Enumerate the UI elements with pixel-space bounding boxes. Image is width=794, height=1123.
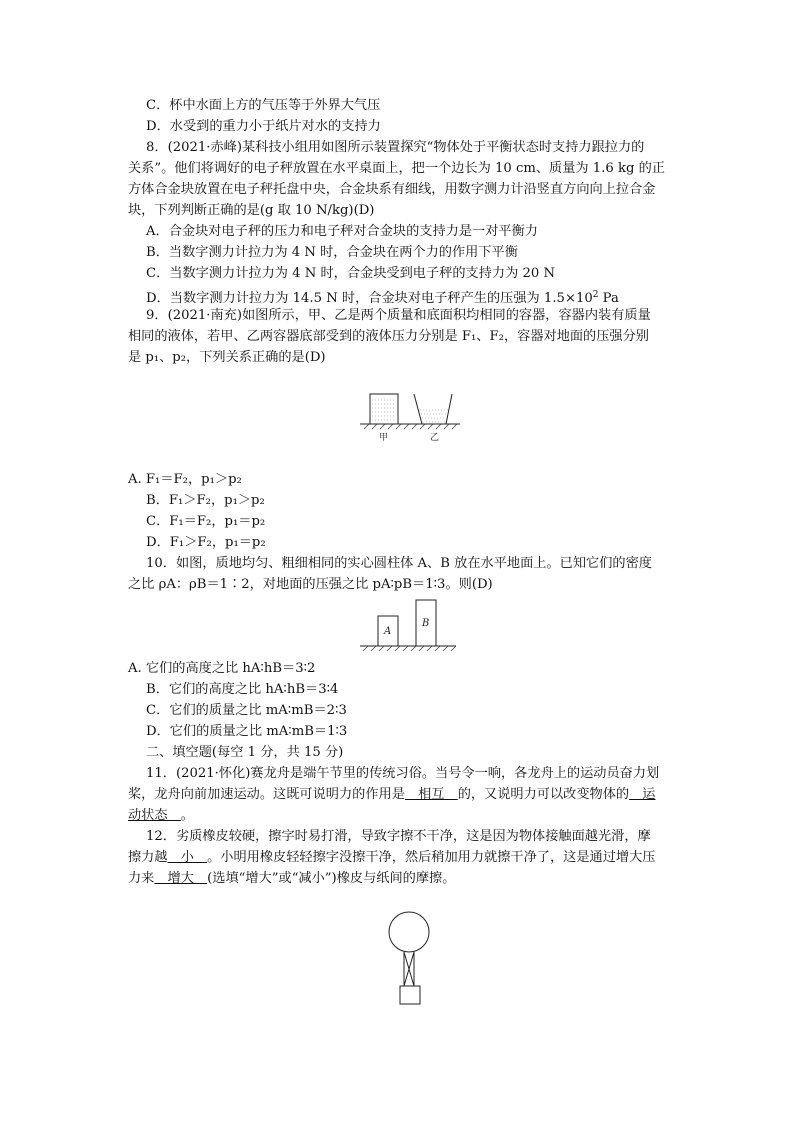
q12-answer-1: ＿小＿ bbox=[167, 850, 208, 865]
q11-period: 。 bbox=[180, 808, 194, 823]
q12-text-post: 。小明用橡皮轻轻擦字没擦干净，然后稍加用力就擦干净了，这是通过增大压 bbox=[207, 850, 656, 865]
label-b: B bbox=[422, 618, 430, 629]
q11-text: 桨，龙舟向前加速运动。这既可说明力的作用是 bbox=[128, 787, 405, 802]
section-fill-in-heading: 二、填空题(每空 1 分，共 15 分) bbox=[146, 745, 344, 760]
q12-stem-line3 bbox=[128, 869, 455, 889]
container-jia-outline bbox=[370, 394, 398, 424]
balloon bbox=[389, 912, 429, 952]
q8-stem-line3: 方体合金块放置在电子秤托盘中央，合金块系有细线，用数字测力计沿竖直方向向上拉合金 bbox=[128, 182, 656, 197]
q8-option-d-exponent: 2 bbox=[592, 290, 599, 300]
q8-stem-line4: 块，下列判断正确的是(g 取 10 N/kg)(D) bbox=[128, 203, 375, 218]
q8-option-c: C．当数字测力计拉力为 4 N 时，合金块受到电子秤的支持力为 20 N bbox=[146, 266, 555, 281]
q11-answer-2-end: 动状态＿ bbox=[128, 808, 181, 823]
q11-stem-line3 bbox=[128, 806, 194, 826]
box bbox=[400, 986, 420, 1004]
ground-hatch bbox=[364, 424, 457, 429]
ground-hatch bbox=[363, 646, 456, 651]
label-jia: 甲 bbox=[379, 433, 389, 442]
q10-cylinder-figure bbox=[360, 596, 460, 656]
q9-stem-line3: 是 p₁、p₂，下列关系正确的是(D) bbox=[128, 350, 326, 365]
q9-stem-line1: 9．(2021·南充)如图所示，甲、乙是两个质量和底面积均相同的容器，容器内装有质量 bbox=[146, 308, 651, 323]
q12-answer-2: ＿增大＿ bbox=[154, 871, 208, 886]
label-yi: 乙 bbox=[430, 433, 440, 442]
q8-option-d-unit: Pa bbox=[598, 291, 619, 306]
q10-option-d: D．它们的质量之比 mA∶mB＝1∶3 bbox=[146, 724, 348, 739]
q8-stem-line1: 8．(2021·赤峰)某科技小组用如图所示装置探究“物体处于平衡状态时支持力跟拉力的 bbox=[146, 140, 645, 155]
q11-text-mid: 的，又说明力可以改变物体的 bbox=[457, 787, 630, 802]
q8-stem-line2: 关系”。他们将调好的电子秤放置在水平桌面上，把一个边长为 10 cm、质量为 1.6 kg 的正 bbox=[128, 161, 665, 176]
q10-option-c: C．它们的质量之比 mA∶mB＝2∶3 bbox=[146, 703, 347, 718]
q7-option-d: D．水受到的重力小于纸片对水的支持力 bbox=[146, 119, 381, 134]
q9-container-figure bbox=[360, 386, 465, 442]
q11-stem-line1: 11．(2021·怀化)赛龙舟是端午节里的传统习俗。当号令一响，各龙舟上的运动员奋力划 bbox=[146, 766, 660, 781]
q12-stem-line2 bbox=[128, 848, 656, 868]
q9-option-c: C．F₁＝F₂，p₁＝p₂ bbox=[146, 514, 266, 529]
q10-option-a: A. 它们的高度之比 hA∶hB＝3∶2 bbox=[128, 661, 316, 676]
q7-option-c: C．杯中水面上方的气压等于外界大气压 bbox=[146, 98, 381, 113]
q10-stem-line2: 之比 ρA：ρB＝1∶2，对地面的压强之比 pA∶pB＝1∶3。则(D) bbox=[128, 577, 493, 592]
q8-option-b: B．当数字测力计拉力为 4 N 时，合金块在两个力的作用下平衡 bbox=[146, 245, 518, 260]
label-a: A bbox=[384, 626, 392, 637]
q11-answer-1: ＿相互＿ bbox=[404, 787, 458, 802]
liquid-dots bbox=[372, 400, 448, 422]
q8-option-a: A．合金块对电子秤的压力和电子秤对合金块的支持力是一对平衡力 bbox=[146, 224, 538, 239]
q12-text: 擦力越 bbox=[128, 850, 168, 865]
q11-stem-line2 bbox=[128, 785, 656, 805]
q12-text-2: 力来 bbox=[128, 871, 155, 886]
q8-option-d-text: D．当数字测力计拉力为 14.5 N 时，合金块对电子秤产生的压强为 1.5×10 bbox=[146, 291, 593, 306]
container-yi-outline bbox=[414, 394, 452, 424]
q9-stem-line2: 相同的液体，若甲、乙两容器底部受到的液体压力分别是 F₁、F₂，容器对地面的压强分别 bbox=[128, 329, 649, 344]
q9-option-b: B．F₁＞F₂，p₁＞p₂ bbox=[146, 493, 265, 508]
q11-answer-2-start: ＿运 bbox=[629, 787, 656, 802]
q12-stem-line1: 12．劣质橡皮较硬，擦字时易打滑，导致字擦不干净，这是因为物体接触面越光滑，摩 bbox=[146, 829, 651, 844]
q10-stem-line1: 10．如图，质地均匀、粗细相同的实心圆柱体 A、B 放在水平地面上。已知它们的密度 bbox=[146, 556, 652, 571]
q12-text-post-2: (选填“增大”或“减小”)橡皮与纸间的摩擦。 bbox=[207, 871, 456, 886]
balloon-figure bbox=[384, 910, 434, 1010]
q9-option-d: D．F₁＞F₂，p₁＝p₂ bbox=[146, 535, 266, 550]
q9-option-a: A. F₁＝F₂，p₁＞p₂ bbox=[128, 472, 242, 487]
q10-option-b: B．它们的高度之比 hA∶hB＝3∶4 bbox=[146, 682, 339, 697]
